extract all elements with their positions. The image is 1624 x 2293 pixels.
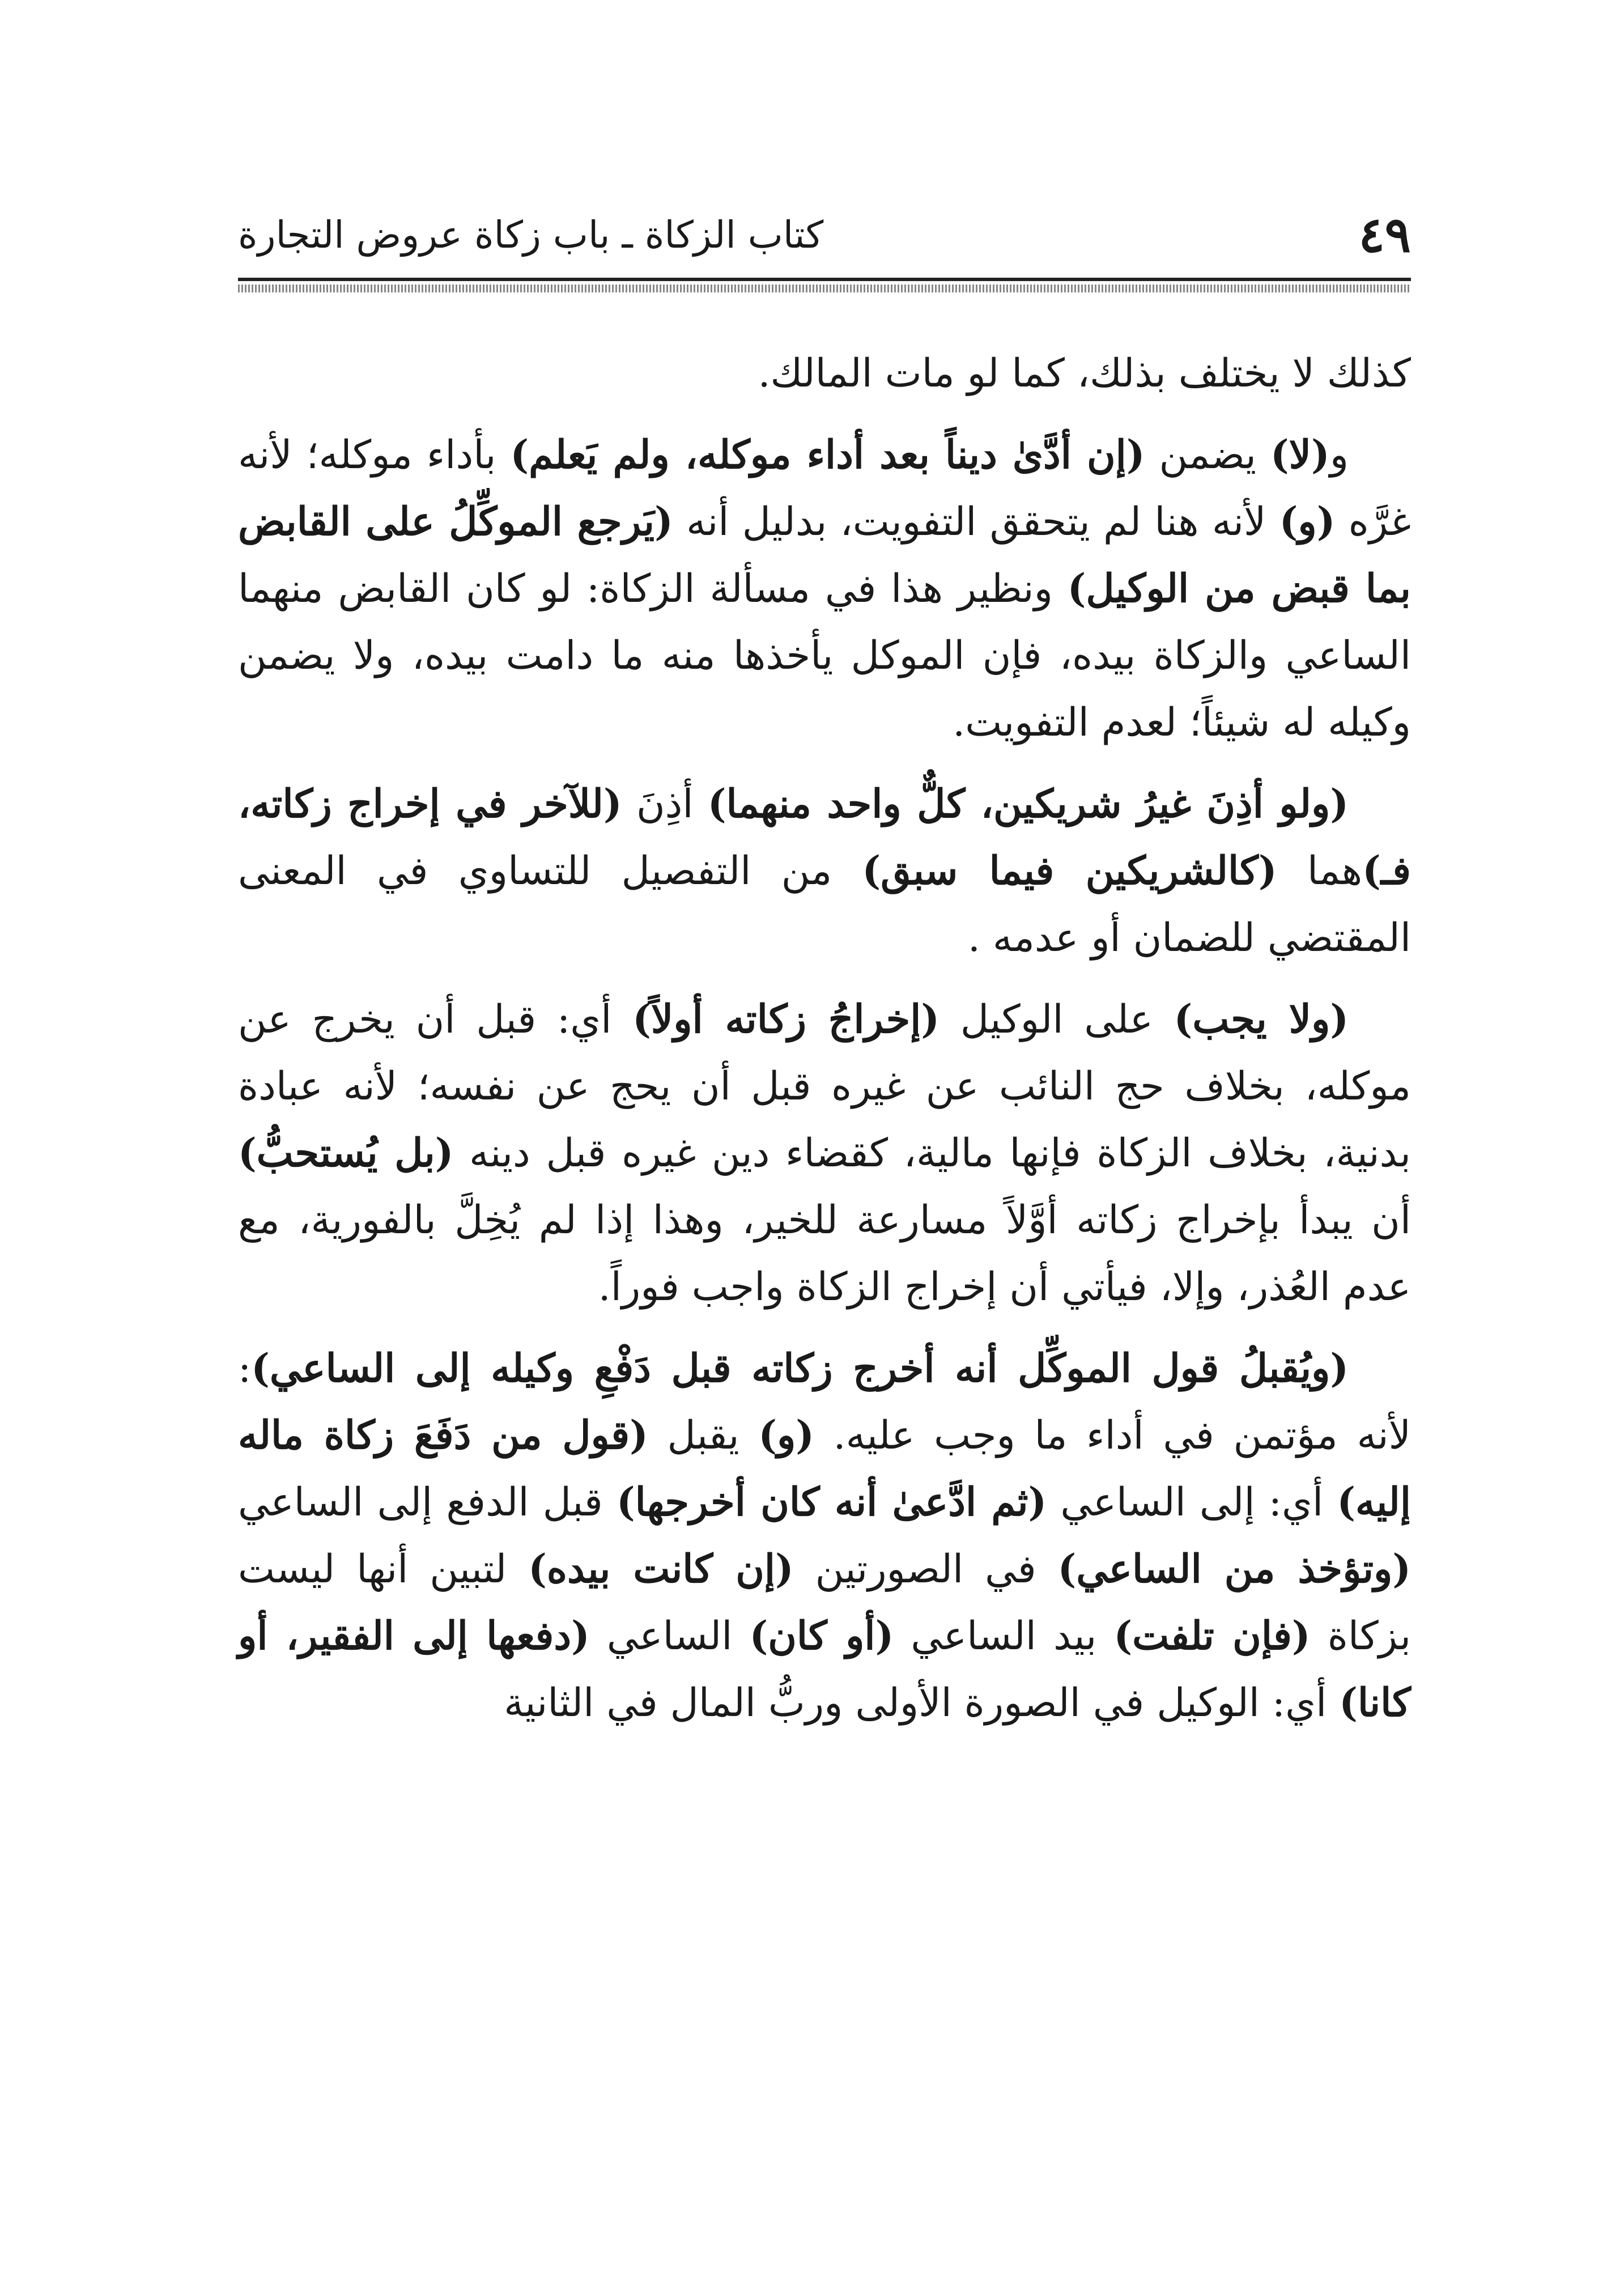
paragraph: [238, 986, 1411, 1320]
header-rule: [238, 278, 1411, 281]
bold-matn-text: (ولو أذِنَ غيرُ شريكين، كلٌّ واحد منهما): [707, 781, 1349, 827]
bold-matn-text: (كالشريكين فيما سبق): [862, 848, 1277, 894]
commentary-text: قبل الدفع إلى الساعي: [238, 1480, 617, 1525]
bold-matn-text: (إخراجُ زكاته أولاً): [632, 996, 940, 1042]
bold-matn-text: (قول من دَفَعَ زكاة ماله إليه): [238, 1412, 1411, 1525]
paragraph: [238, 771, 1411, 971]
bold-matn-text: (لا): [1270, 432, 1330, 478]
bold-matn-text: (للآخر في إخراج زكاته، فـ): [238, 781, 1411, 894]
header-rule-hatched: [238, 284, 1411, 292]
commentary-text: في الصورتين: [793, 1547, 1058, 1592]
bold-matn-text: (و): [1279, 499, 1336, 545]
commentary-text: من التفصيل للتساوي في المعنى المقتضي للضمان أو عدمه .: [238, 848, 1411, 961]
chapter-title: كتاب الزكاة ـ باب زكاة عروض التجارة: [238, 213, 824, 257]
bold-matn-text: (ثم ادَّعىٰ أنه كان أخرجها): [616, 1479, 1047, 1525]
bold-matn-text: (بل يُستحبُّ): [238, 1130, 454, 1176]
bold-matn-text: (ولا يجب): [1174, 996, 1349, 1042]
commentary-text: أذِنَ: [622, 782, 708, 827]
page-number: ٤٩: [1358, 206, 1411, 264]
bold-matn-text: (إن أدَّىٰ ديناً بعد أداء موكله، ولم يَعلم): [510, 432, 1145, 478]
commentary-text: أي: الوكيل في الصورة الأولى وربُّ المال في الثانية: [504, 1680, 1340, 1726]
commentary-text: لأنه هنا لم يتحقق التفويت، بدليل أنه: [673, 499, 1279, 545]
commentary-text: كذلك لا يختلف بذلك، كما لو مات المالك.: [758, 351, 1411, 396]
bold-matn-text: (وتؤخذ من الساعي): [1057, 1546, 1412, 1592]
commentary-text: أن يبدأ بإخراج زكاته أوَّلاً مسارعة للخير، وهذا إذا لم يُخِلَّ بالفورية، مع عدم العُذر، وإلا، فيأتي أن إخراج الزكاة واجب فوراً.: [238, 1198, 1411, 1310]
paragraph: [238, 1335, 1411, 1736]
bold-matn-text: (أو كان): [749, 1613, 894, 1659]
body-text: [238, 340, 1411, 1751]
bold-matn-text: (يَرجع الموكِّلُ على القابض بما قبض من الوكيل): [238, 499, 1411, 612]
commentary-text: بيد الساعي: [894, 1613, 1114, 1659]
bold-matn-text: (ويُقبلُ قول الموكِّل أنه أخرج زكاته قبل دَفْعِ وكيله إلى الساعي): [251, 1345, 1349, 1391]
commentary-text: أي: إلى الساعي: [1047, 1480, 1337, 1525]
bold-matn-text: (إن كانت بيده): [528, 1546, 794, 1592]
bold-matn-text: (فإن تلفت): [1113, 1613, 1311, 1659]
commentary-text: : لأنه مؤتمن في أداء ما وجب عليه.: [238, 1346, 1411, 1458]
commentary-text: هما: [1277, 848, 1363, 894]
commentary-text: ونظير هذا في مسألة الزكاة: لو كان القابض منهما الساعي والزكاة بيده، فإن الموكل يأخذها منه ما دامت بيده، ولا يضمن وكيله له شيئاً؛ لعدم التفويت.: [238, 566, 1411, 745]
bold-matn-text: (دفعها إلى الفقير، أو كانا): [238, 1613, 1411, 1726]
paragraph: [238, 340, 1411, 407]
paragraph: [238, 422, 1411, 756]
commentary-text: الساعي: [589, 1613, 750, 1659]
commentary-text: و: [1329, 432, 1349, 478]
commentary-text: لتبين أنها ليست بزكاة: [238, 1547, 1412, 1659]
commentary-text: بأداء موكله؛ لأنه غرَّه: [238, 432, 1411, 545]
commentary-text: يضمن: [1145, 432, 1271, 478]
bold-matn-text: (و): [758, 1412, 814, 1458]
commentary-text: على الوكيل: [939, 997, 1174, 1042]
commentary-text: أي: قبل أن يخرج عن موكله، بخلاف حج النائب عن غيره قبل أن يحج عن نفسه؛ لأنه عبادة بدنية، بخلاف الزكاة فإنها مالية، كقضاء دين غيره قبل دينه: [238, 997, 1411, 1176]
commentary-text: يقبل: [648, 1413, 759, 1458]
running-header: [238, 204, 1411, 266]
